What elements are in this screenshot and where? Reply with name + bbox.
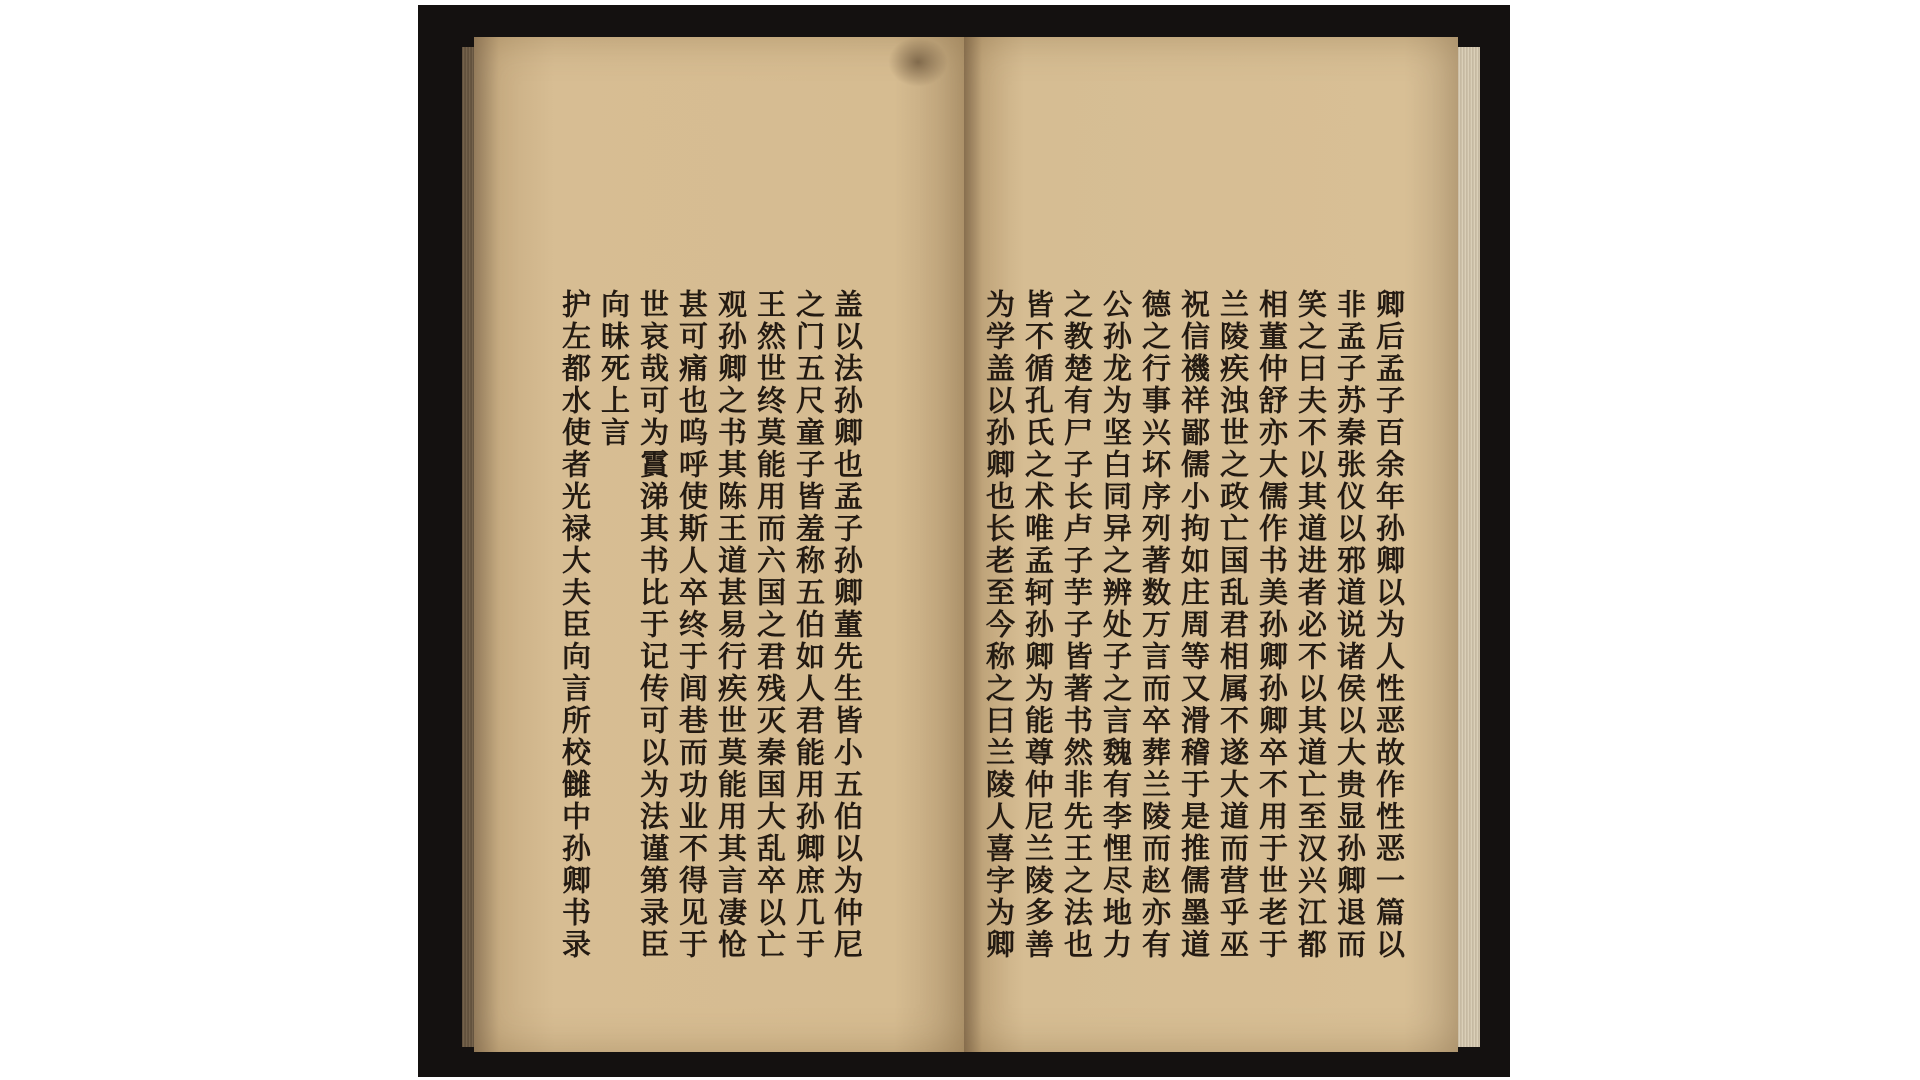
- right-page-column-9: 之教楚有尸子长卢子芋子皆著书然非先王之法也: [1060, 289, 1094, 961]
- right-page-edges: [1458, 47, 1480, 1047]
- right-page-column-1: 卿后孟子百余年孙卿以为人性恶故作性恶一篇以: [1372, 289, 1406, 961]
- gutter-stain: [888, 37, 948, 87]
- right-page-column-11: 为学盖以孙卿也长老至今称之曰兰陵人喜字为卿: [982, 289, 1016, 961]
- right-page-column-7: 德之行事兴坏序列著数万言而卒葬兰陵而赵亦有: [1138, 289, 1172, 961]
- left-page-edges: [462, 47, 474, 1047]
- left-page-column-7: 向昧死上言: [597, 289, 631, 449]
- right-page-column-8: 公孙龙为坚白同异之辨处子之言魏有李悝尽地力: [1099, 289, 1133, 961]
- left-page-column-6: 世哀哉可为霣涕其书比于记传可以为法谨第录臣: [636, 289, 670, 961]
- right-page-column-6: 祝信禨祥鄙儒小拘如庄周等又滑稽于是推儒墨道: [1177, 289, 1211, 961]
- left-page-column-1: 盖以法孙卿也孟子孙卿董先生皆小五伯以为仲尼: [830, 289, 864, 961]
- right-page-column-10: 皆不循孔氏之术唯孟轲孙卿为能尊仲尼兰陵多善: [1021, 289, 1055, 961]
- left-page-column-8: 护左都水使者光禄大夫臣向言所校雠中孙卿书录: [558, 289, 592, 961]
- left-page-column-5: 甚可痛也呜呼使斯人卒终于闾巷而功业不得见于: [675, 289, 709, 961]
- right-page: [964, 37, 1458, 1052]
- left-page-column-2: 之门五尺童子皆羞称五伯如人君能用孙卿庶几于: [792, 289, 826, 961]
- right-page-column-2: 非孟子苏秦张仪以邪道说诸侯以大贵显孙卿退而: [1333, 289, 1367, 961]
- right-page-column-3: 笑之曰夫不以其道进者必不以其道亡至汉兴江都: [1294, 289, 1328, 961]
- left-page: [474, 37, 964, 1052]
- book-scan: [418, 5, 1510, 1077]
- left-page-column-4: 观孙卿之书其陈王道甚易行疾世莫能用其言凄怆: [714, 289, 748, 961]
- right-page-column-5: 兰陵疾浊世之政亡国乱君相属不遂大道而营乎巫: [1216, 289, 1250, 961]
- left-page-column-3: 王然世终莫能用而六国之君残灭秦国大乱卒以亡: [753, 289, 787, 961]
- right-page-column-4: 相董仲舒亦大儒作书美孙卿孙卿卒不用于世老于: [1255, 289, 1289, 961]
